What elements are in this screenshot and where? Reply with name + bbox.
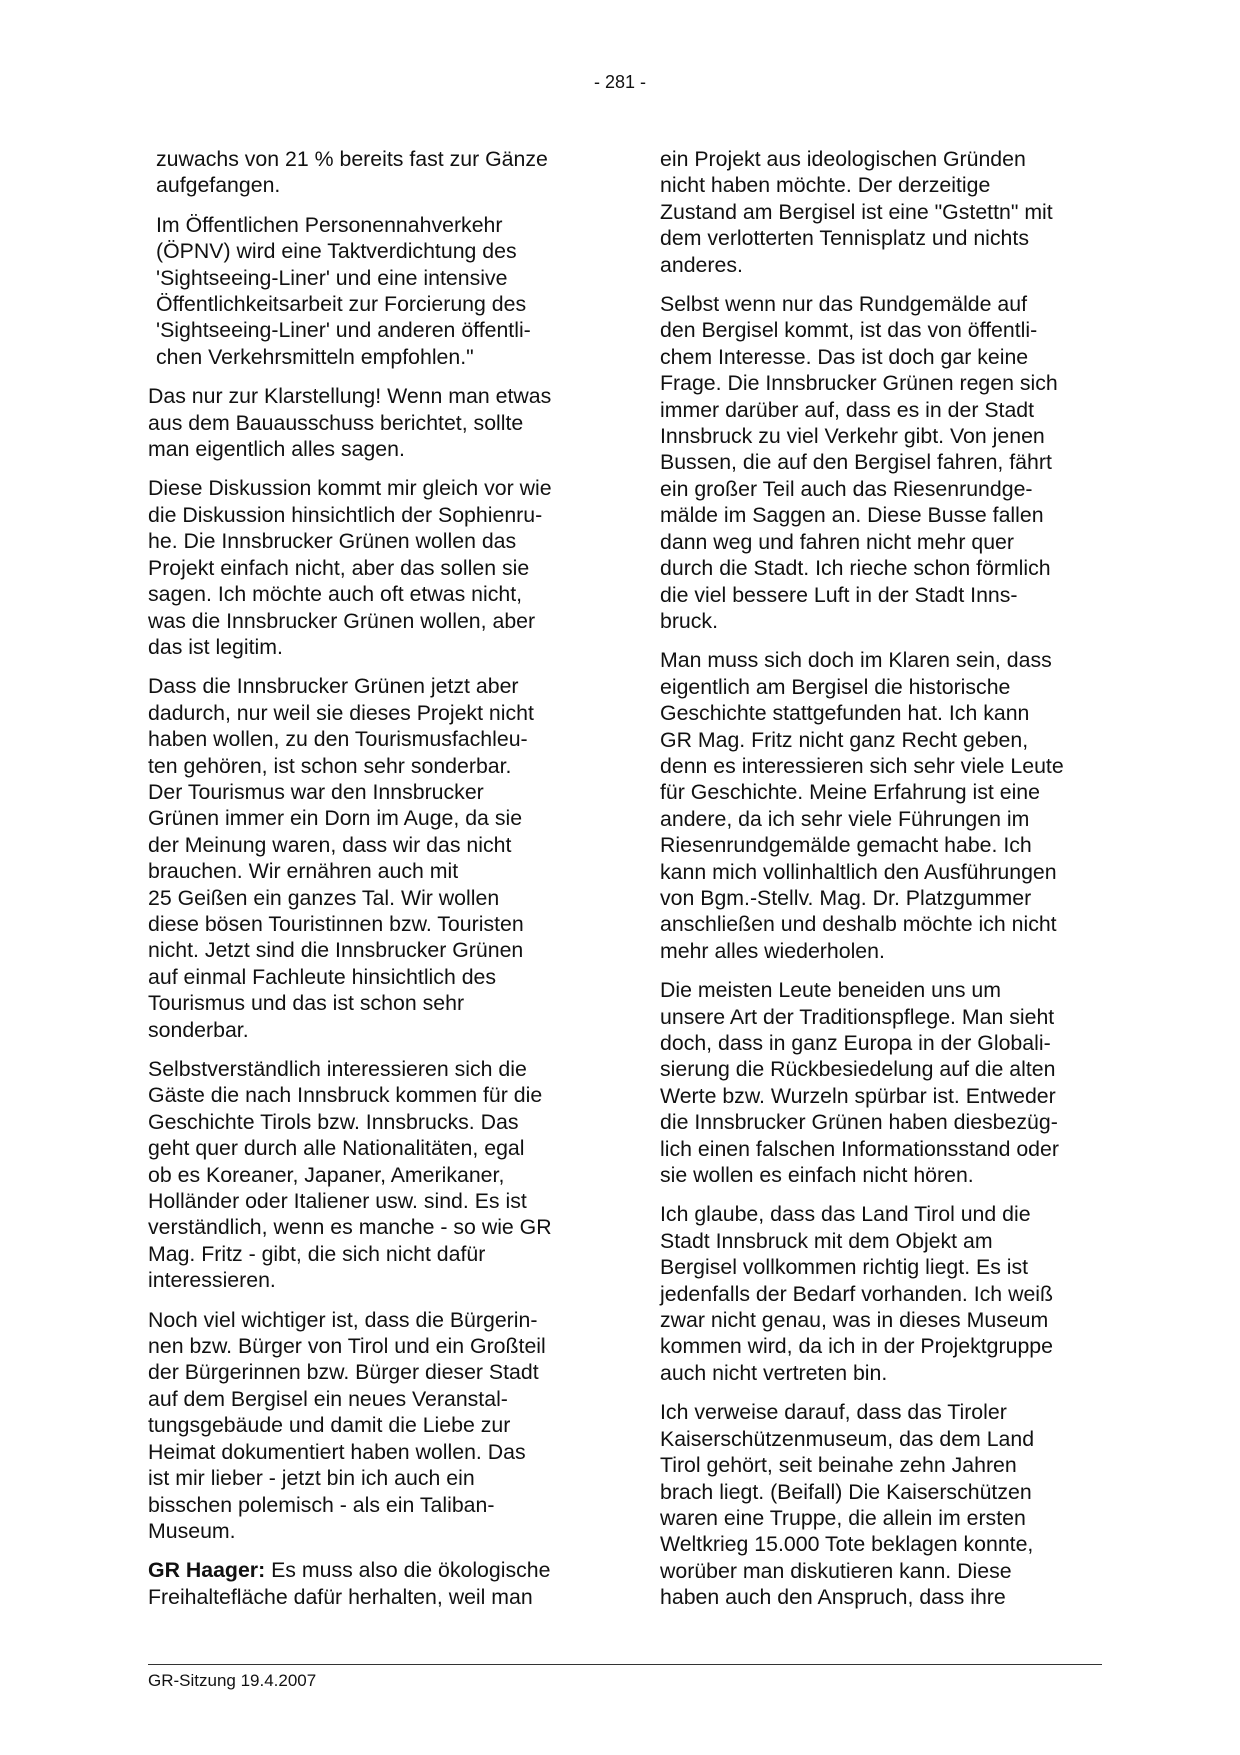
paragraph	[660, 1201, 1105, 1386]
text-line: Selbst wenn nur das Rundgemälde auf	[660, 292, 1028, 317]
page-number: - 281 -	[593, 72, 647, 92]
text-line: aus dem Bauausschuss berichtet, sollte	[148, 410, 524, 435]
text-line: Bussen, die auf den Bergisel fahren, fährt	[660, 450, 1052, 475]
text-line: GR Mag. Fritz nicht ganz Recht geben,	[660, 727, 1029, 752]
text-line: Diese Diskussion kommt mir gleich vor wie	[148, 476, 552, 501]
text-line: ob es Koreaner, Japaner, Amerikaner,	[148, 1162, 505, 1187]
text-line: mälde im Saggen an. Diese Busse fallen	[660, 503, 1044, 528]
text-line: für Geschichte. Meine Erfahrung ist eine	[660, 780, 1040, 805]
text-line: nen bzw. Bürger von Tirol und ein Großteil	[148, 1334, 546, 1359]
paragraph	[660, 291, 1105, 634]
text-line: jedenfalls der Bedarf vorhanden. Ich weiß	[660, 1281, 1054, 1306]
text-line: man eigentlich alles sagen.	[148, 437, 405, 462]
paragraph	[148, 1056, 593, 1294]
text-line: Weltkrieg 15.000 Tote beklagen konnte,	[660, 1532, 1034, 1557]
text-line: auf einmal Fachleute hinsichtlich des	[148, 964, 497, 989]
text-line: dann weg und fahren nicht mehr quer	[660, 529, 1014, 554]
text-line: sagen. Ich möchte auch oft etwas nicht,	[148, 582, 523, 607]
text-line: nicht. Jetzt sind die Innsbrucker Grünen	[148, 938, 524, 963]
speaker-name: GR Haager:	[148, 1558, 266, 1583]
text-line: die viel bessere Luft in der Stadt Inns-	[660, 582, 1018, 607]
text-line: bisschen polemisch - als ein Taliban-	[148, 1492, 495, 1517]
text-line: denn es interessieren sich sehr viele Leute	[660, 753, 1064, 778]
text-line: zwar nicht genau, was in dieses Museum	[660, 1308, 1049, 1333]
paragraph	[148, 212, 593, 370]
text-line: 'Sightseeing-Liner' und eine intensive	[156, 265, 508, 290]
text-line: Die meisten Leute beneiden uns um	[660, 978, 1001, 1003]
text-line: Tirol gehört, seit beinahe zehn Jahren	[660, 1453, 1017, 1478]
text-line: das ist legitim.	[148, 634, 283, 659]
text-line: die Innsbrucker Grünen haben diesbezüg-	[660, 1110, 1058, 1135]
text-line: 'Sightseeing-Liner' und anderen öffentli-	[156, 318, 531, 343]
text-line: ein großer Teil auch das Riesenrundge-	[660, 476, 1033, 501]
text-line: 25 Geißen ein ganzes Tal. Wir wollen	[148, 885, 500, 910]
text-line: was die Innsbrucker Grünen wollen, aber	[148, 608, 536, 633]
text-line: Dass die Innsbrucker Grünen jetzt aber	[148, 674, 519, 699]
text-line: aufgefangen.	[156, 173, 281, 198]
text-line: Gäste die nach Innsbruck kommen für die	[148, 1083, 543, 1108]
text-line: Im Öffentlichen Personennahverkehr	[156, 212, 503, 237]
text-line	[148, 1557, 593, 1583]
paragraph	[660, 977, 1105, 1188]
text-line: kommen wird, da ich in der Projektgruppe	[660, 1334, 1053, 1359]
text-line: dadurch, nur weil sie dieses Projekt nicht	[148, 700, 534, 725]
text-line: haben wollen, zu den Tourismusfachleu-	[148, 727, 528, 752]
text-line: interessieren.	[148, 1268, 276, 1293]
text-line: anschließen und deshalb möchte ich nicht	[660, 912, 1057, 937]
footer-divider	[148, 1664, 1102, 1665]
speech-text: Es muss also die ökologische	[265, 1558, 551, 1583]
text-line: eigentlich am Bergisel die historische	[660, 674, 1011, 699]
footer-session-label: GR-Sitzung 19.4.2007	[148, 1671, 317, 1690]
text-line: Frage. Die Innsbrucker Grünen regen sich	[660, 371, 1058, 396]
text-line: Holländer oder Italiener usw. sind. Es ist	[148, 1189, 527, 1214]
text-line: Selbstverständlich interessieren sich die	[148, 1057, 527, 1081]
paragraph	[148, 1557, 593, 1610]
text-line: sie wollen es einfach nicht hören.	[660, 1163, 974, 1188]
right-column	[660, 146, 1105, 1624]
text-line: Bergisel vollkommen richtig liegt. Es ist	[660, 1255, 1029, 1280]
text-line: die Diskussion hinsichtlich der Sophienru-	[148, 502, 543, 527]
text-line: Museum.	[148, 1518, 236, 1543]
text-line: Tourismus und das ist schon sehr	[148, 991, 465, 1016]
left-column	[148, 146, 593, 1623]
text-line: zuwachs von 21 % bereits fast zur Gänze	[156, 147, 548, 171]
text-line: auf dem Bergisel ein neues Veranstal-	[148, 1386, 508, 1411]
text-line: sierung die Rückbesiedelung auf die alten	[660, 1057, 1056, 1082]
text-line: ein Projekt aus ideologischen Gründen	[660, 147, 1026, 171]
text-line: worüber man diskutieren kann. Diese	[660, 1558, 1012, 1583]
text-line: kann mich vollinhaltlich den Ausführungen	[660, 859, 1057, 884]
text-line: brach liegt. (Beifall) Die Kaiserschützen	[660, 1479, 1032, 1504]
paragraph	[148, 475, 593, 660]
text-line: Zustand am Bergisel ist eine "Gstettn" mit	[660, 199, 1053, 224]
text-line: doch, dass in ganz Europa in der Globali-	[660, 1031, 1051, 1055]
paragraph	[148, 673, 593, 1043]
text-line: auch nicht vertreten bin.	[660, 1360, 888, 1385]
text-line: waren eine Truppe, die allein im ersten	[660, 1505, 1026, 1530]
text-line: Mag. Fritz - gibt, die sich nicht dafür	[148, 1241, 486, 1266]
paragraph	[148, 1307, 593, 1545]
paragraph	[148, 146, 593, 199]
paragraph	[660, 647, 1105, 964]
text-line: den Bergisel kommt, ist das von öffentli-	[660, 318, 1038, 343]
text-line: Kaiserschützenmuseum, das dem Land	[660, 1426, 1035, 1451]
text-line: Ich glaube, dass das Land Tirol und die	[660, 1202, 1031, 1227]
text-line: diese bösen Touristinnen bzw. Touristen	[148, 911, 524, 936]
text-line: Heimat dokumentiert haben wollen. Das	[148, 1439, 526, 1464]
text-line: bruck.	[660, 608, 718, 633]
text-line: Freihaltefläche dafür herhalten, weil man	[148, 1584, 533, 1609]
text-line: von Bgm.-Stellv. Mag. Dr. Platzgummer	[660, 885, 1032, 910]
text-line: Projekt einfach nicht, aber das sollen sie	[148, 555, 530, 580]
paragraph	[148, 383, 593, 462]
text-line: dem verlotterten Tennisplatz und nichts	[660, 226, 1029, 251]
text-line: Stadt Innsbruck mit dem Objekt am	[660, 1228, 993, 1253]
text-line: chen Verkehrsmitteln empfohlen."	[156, 344, 474, 369]
text-line: Der Tourismus war den Innsbrucker	[148, 779, 484, 804]
text-line: der Bürgerinnen bzw. Bürger dieser Stadt	[148, 1360, 539, 1385]
text-line: he. Die Innsbrucker Grünen wollen das	[148, 529, 517, 554]
text-line: haben auch den Anspruch, dass ihre	[660, 1585, 1006, 1610]
text-line: chem Interesse. Das ist doch gar keine	[660, 344, 1029, 369]
paragraph	[660, 146, 1105, 278]
text-line: lich einen falschen Informationsstand oder	[660, 1136, 1059, 1161]
text-line: Geschichte stattgefunden hat. Ich kann	[660, 701, 1030, 726]
text-line: Innsbruck zu viel Verkehr gibt. Von jenen	[660, 424, 1045, 449]
text-line: andere, da ich sehr viele Führungen im	[660, 806, 1030, 831]
text-line: Ich verweise darauf, dass das Tiroler	[660, 1400, 1007, 1425]
text-line: tungsgebäude und damit die Liebe zur	[148, 1413, 511, 1438]
text-line: Grünen immer ein Dorn im Auge, da sie	[148, 806, 523, 831]
text-line: Öffentlichkeitsarbeit zur Forcierung des	[156, 292, 527, 317]
text-line: mehr alles wiederholen.	[660, 938, 885, 963]
text-line: verständlich, wenn es manche - so wie GR	[148, 1215, 552, 1240]
text-line: unsere Art der Traditionspflege. Man sieht	[660, 1004, 1055, 1029]
text-line: sonderbar.	[148, 1017, 249, 1042]
text-line: durch die Stadt. Ich rieche schon förmlich	[660, 556, 1051, 581]
text-line: Riesenrundgemälde gemacht habe. Ich	[660, 833, 1032, 858]
text-line: Das nur zur Klarstellung! Wenn man etwas	[148, 384, 552, 409]
paragraph	[660, 1399, 1105, 1610]
text-line: ist mir lieber - jetzt bin ich auch ein	[148, 1466, 475, 1491]
text-line: Geschichte Tirols bzw. Innsbrucks. Das	[148, 1109, 519, 1134]
text-line: Noch viel wichtiger ist, dass die Bürgerin-	[148, 1307, 538, 1332]
text-line: (ÖPNV) wird eine Taktverdichtung des	[156, 239, 517, 264]
text-line: brauchen. Wir ernähren auch mit	[148, 859, 459, 884]
text-line: der Meinung waren, dass wir das nicht	[148, 832, 512, 857]
text-line: ten gehören, ist schon sehr sonderbar.	[148, 753, 512, 778]
text-line: Man muss sich doch im Klaren sein, dass	[660, 648, 1052, 673]
text-line: nicht haben möchte. Der derzeitige	[660, 173, 991, 198]
text-line: geht quer durch alle Nationalitäten, egal	[148, 1136, 525, 1161]
text-line: immer darüber auf, dass es in der Stadt	[660, 397, 1035, 422]
text-line: anderes.	[660, 252, 743, 277]
text-line: Werte bzw. Wurzeln spürbar ist. Entweder	[660, 1083, 1056, 1108]
